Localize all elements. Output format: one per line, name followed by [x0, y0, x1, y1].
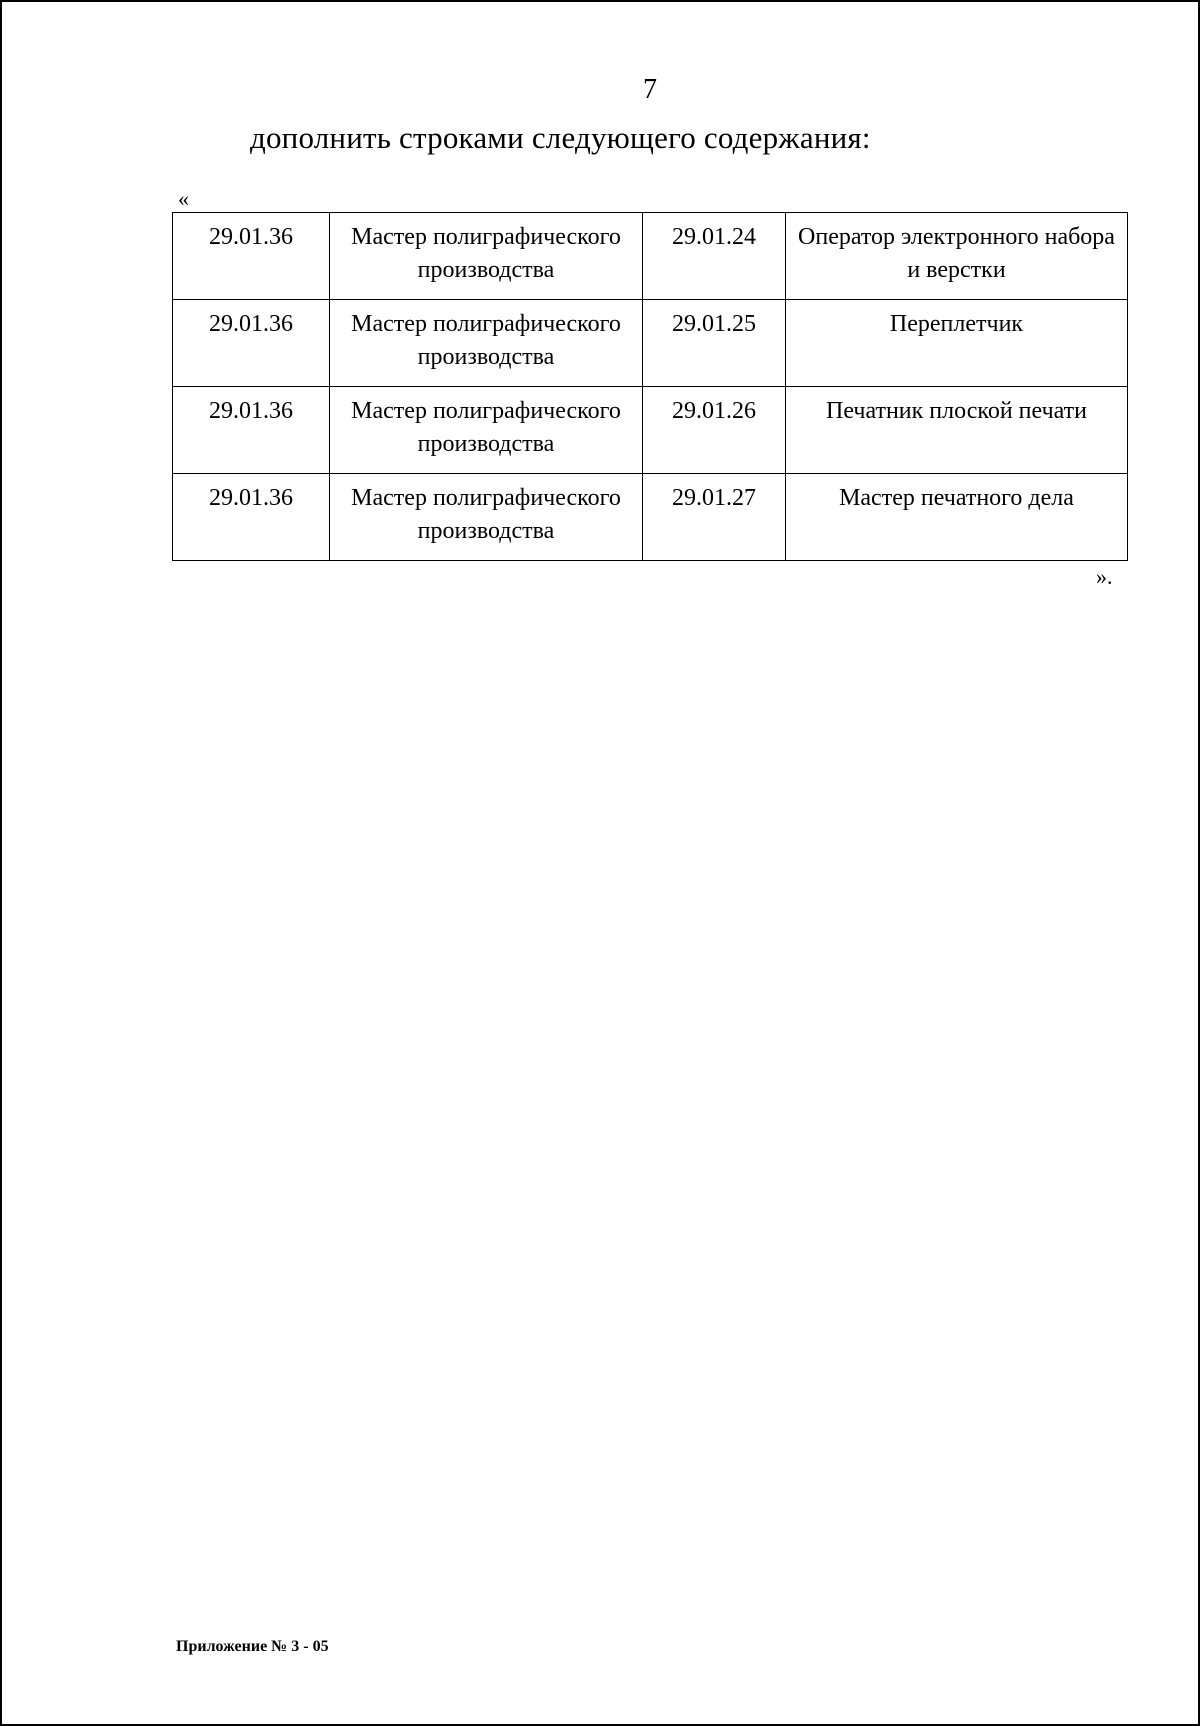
- code-a-cell: 29.01.36: [173, 474, 330, 561]
- open-quote: «: [178, 186, 189, 211]
- table-row: [173, 300, 1128, 387]
- code-b-cell: 29.01.25: [643, 300, 786, 387]
- intro-text: дополнить строками следующего содержания:: [250, 120, 871, 155]
- page-number: 7: [643, 74, 657, 105]
- table-row: [173, 474, 1128, 561]
- name-b-cell: Печатник плоской печати: [786, 387, 1128, 474]
- name-a-cell: Мастер полиграфического производства: [330, 213, 643, 300]
- name-b-cell: Мастер печатного дела: [786, 474, 1128, 561]
- name-a-cell: Мастер полиграфического производства: [330, 300, 643, 387]
- name-a-cell: Мастер полиграфического производства: [330, 387, 643, 474]
- name-a-cell: Мастер полиграфического производства: [330, 474, 643, 561]
- name-b-cell: Переплетчик: [786, 300, 1128, 387]
- table-row: [173, 213, 1128, 300]
- code-b-cell: 29.01.26: [643, 387, 786, 474]
- table-row: [173, 387, 1128, 474]
- code-b-cell: 29.01.24: [643, 213, 786, 300]
- close-quote: ».: [1096, 564, 1113, 589]
- code-a-cell: 29.01.36: [173, 213, 330, 300]
- code-b-cell: 29.01.27: [643, 474, 786, 561]
- footer-appendix-label: Приложение № 3 - 05: [176, 1638, 329, 1655]
- name-b-cell: Оператор электронного набора и верстки: [786, 213, 1128, 300]
- profession-codes-table: [172, 212, 1128, 561]
- code-a-cell: 29.01.36: [173, 387, 330, 474]
- code-a-cell: 29.01.36: [173, 300, 330, 387]
